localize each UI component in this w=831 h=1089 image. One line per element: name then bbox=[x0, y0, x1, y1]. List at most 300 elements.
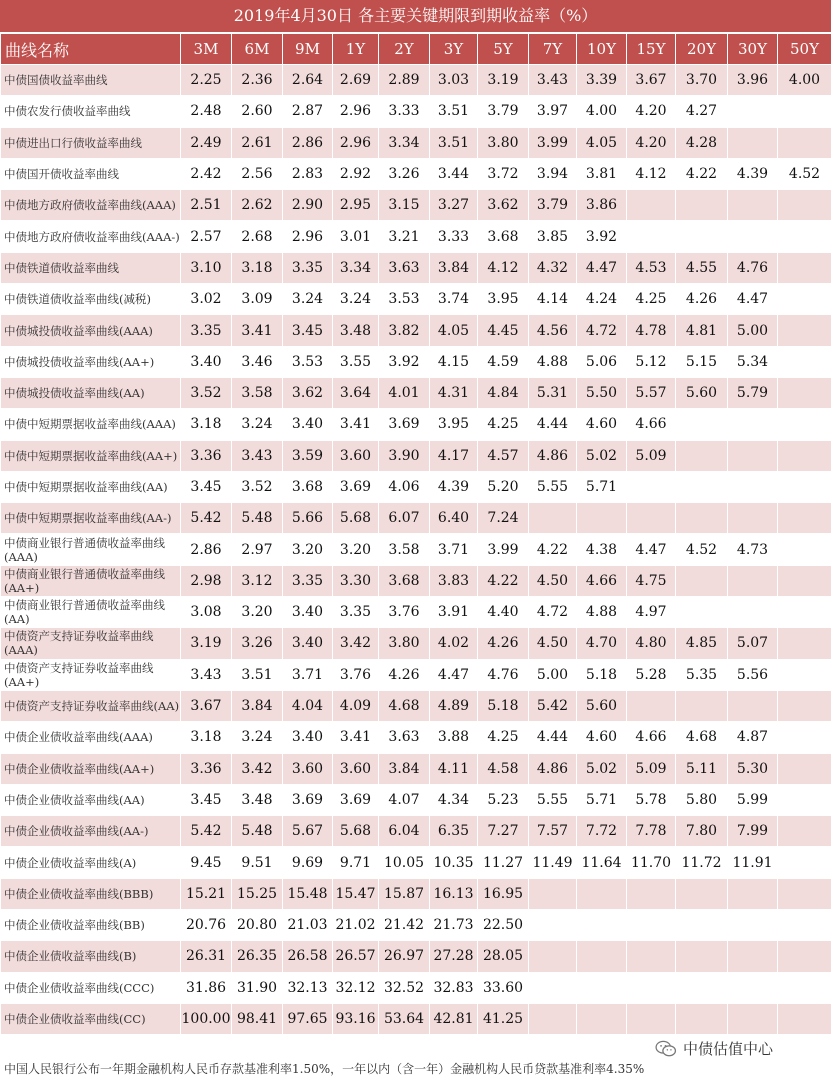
table-row bbox=[1, 503, 831, 534]
yield-cell: 3.76 bbox=[333, 659, 379, 690]
yield-cell bbox=[778, 659, 831, 690]
yield-cell: 5.11 bbox=[676, 753, 728, 784]
yield-cell bbox=[778, 221, 831, 252]
yield-cell: 3.08 bbox=[181, 597, 232, 628]
yield-cell: 3.96 bbox=[728, 65, 778, 96]
yield-cell bbox=[778, 409, 831, 440]
yield-cell: 4.57 bbox=[478, 440, 529, 471]
table-row bbox=[1, 315, 831, 346]
yield-cell: 4.09 bbox=[333, 690, 379, 721]
yield-cell: 3.42 bbox=[232, 753, 283, 784]
yield-cell: 3.85 bbox=[529, 221, 577, 252]
yield-cell: 5.48 bbox=[232, 816, 283, 847]
yield-cell: 4.47 bbox=[577, 252, 627, 283]
yield-cell: 3.33 bbox=[379, 96, 430, 127]
yield-cell: 3.90 bbox=[379, 440, 430, 471]
yield-cell: 28.05 bbox=[478, 941, 529, 972]
header-row bbox=[1, 34, 831, 65]
yield-cell: 5.00 bbox=[728, 315, 778, 346]
table-row bbox=[1, 878, 831, 909]
yield-cell: 15.47 bbox=[333, 878, 379, 909]
yield-cell: 4.28 bbox=[676, 127, 728, 158]
yield-cell: 2.92 bbox=[333, 158, 379, 189]
yield-cell: 4.39 bbox=[430, 471, 478, 502]
curve-name-cell: 中债国开债收益率曲线 bbox=[1, 158, 181, 189]
yield-cell: 4.12 bbox=[627, 158, 676, 189]
yield-cell: 7.80 bbox=[676, 816, 728, 847]
yield-cell: 5.20 bbox=[478, 471, 529, 502]
curve-name-cell: 中债国债收益率曲线 bbox=[1, 65, 181, 96]
yield-cell: 4.81 bbox=[676, 315, 728, 346]
yield-cell: 3.18 bbox=[181, 409, 232, 440]
yield-cell bbox=[778, 315, 831, 346]
yield-cell: 4.75 bbox=[627, 565, 676, 596]
yield-cell: 5.66 bbox=[283, 503, 333, 534]
yield-cell: 5.60 bbox=[676, 377, 728, 408]
yield-cell: 3.88 bbox=[430, 722, 478, 753]
yield-cell: 3.45 bbox=[181, 471, 232, 502]
yield-cell: 3.58 bbox=[379, 534, 430, 565]
yield-cell: 5.18 bbox=[478, 690, 529, 721]
yield-cell: 2.60 bbox=[232, 96, 283, 127]
yield-cell bbox=[778, 972, 831, 1003]
yield-cell: 3.27 bbox=[430, 190, 478, 221]
table-row bbox=[1, 565, 831, 596]
yield-cell: 3.69 bbox=[333, 471, 379, 502]
yield-cell: 4.66 bbox=[627, 722, 676, 753]
yield-cell: 4.44 bbox=[529, 409, 577, 440]
yield-cell bbox=[778, 878, 831, 909]
column-header: 30Y bbox=[728, 34, 778, 65]
yield-cell bbox=[529, 878, 577, 909]
yield-cell: 4.00 bbox=[778, 65, 831, 96]
yield-cell: 4.47 bbox=[728, 284, 778, 315]
yield-cell: 3.40 bbox=[283, 597, 333, 628]
table-row bbox=[1, 659, 831, 690]
table-row bbox=[1, 972, 831, 1003]
yield-cell: 4.22 bbox=[478, 565, 529, 596]
yield-cell: 3.48 bbox=[333, 315, 379, 346]
yield-cell: 4.47 bbox=[430, 659, 478, 690]
yield-cell: 3.55 bbox=[333, 346, 379, 377]
yield-cell: 4.31 bbox=[430, 377, 478, 408]
yield-cell: 4.59 bbox=[478, 346, 529, 377]
yield-cell bbox=[676, 1003, 728, 1034]
yield-cell: 4.73 bbox=[728, 534, 778, 565]
yield-cell: 3.84 bbox=[379, 753, 430, 784]
yield-cell: 3.26 bbox=[379, 158, 430, 189]
yield-cell: 41.25 bbox=[478, 1003, 529, 1034]
yield-cell bbox=[627, 878, 676, 909]
yield-cell: 26.57 bbox=[333, 941, 379, 972]
yield-cell: 3.51 bbox=[430, 127, 478, 158]
yield-cell: 4.25 bbox=[478, 409, 529, 440]
yield-cell: 3.36 bbox=[181, 753, 232, 784]
yield-cell bbox=[529, 941, 577, 972]
yield-cell: 21.03 bbox=[283, 910, 333, 941]
table-row bbox=[1, 753, 831, 784]
yield-cell: 6.07 bbox=[379, 503, 430, 534]
yield-cell: 3.99 bbox=[529, 127, 577, 158]
curve-name-cell: 中债中短期票据收益率曲线(AAA) bbox=[1, 409, 181, 440]
yield-cell: 2.48 bbox=[181, 96, 232, 127]
curve-name-cell: 中债企业债收益率曲线(BB) bbox=[1, 910, 181, 941]
yield-cell: 3.39 bbox=[577, 65, 627, 96]
yield-cell: 3.40 bbox=[283, 409, 333, 440]
yield-cell: 3.18 bbox=[181, 722, 232, 753]
yield-cell: 2.98 bbox=[181, 565, 232, 596]
yield-cell bbox=[627, 503, 676, 534]
yield-cell: 2.57 bbox=[181, 221, 232, 252]
yield-cell: 3.71 bbox=[283, 659, 333, 690]
yield-cell: 5.09 bbox=[627, 753, 676, 784]
yield-cell: 4.50 bbox=[529, 628, 577, 659]
yield-cell: 4.72 bbox=[577, 315, 627, 346]
yield-cell: 5.30 bbox=[728, 753, 778, 784]
yield-cell: 5.35 bbox=[676, 659, 728, 690]
yield-cell: 3.40 bbox=[283, 722, 333, 753]
yield-cell: 2.69 bbox=[333, 65, 379, 96]
yield-cell: 3.36 bbox=[181, 440, 232, 471]
table-row bbox=[1, 377, 831, 408]
yield-cell: 3.99 bbox=[478, 534, 529, 565]
yield-cell: 100.00 bbox=[181, 1003, 232, 1034]
curve-name-cell: 中债城投债收益率曲线(AAA) bbox=[1, 315, 181, 346]
yield-cell bbox=[778, 565, 831, 596]
yield-cell: 5.67 bbox=[283, 816, 333, 847]
yield-cell: 3.09 bbox=[232, 284, 283, 315]
yield-cell: 7.78 bbox=[627, 816, 676, 847]
yield-cell bbox=[778, 910, 831, 941]
yield-cell: 4.22 bbox=[676, 158, 728, 189]
yield-cell: 26.58 bbox=[283, 941, 333, 972]
yield-cell: 5.99 bbox=[728, 784, 778, 815]
yield-cell: 9.71 bbox=[333, 847, 379, 878]
yield-cell: 5.07 bbox=[728, 628, 778, 659]
yield-cell: 3.24 bbox=[232, 722, 283, 753]
yield-cell: 42.81 bbox=[430, 1003, 478, 1034]
yield-cell: 4.84 bbox=[478, 377, 529, 408]
curve-name-cell: 中债铁道债收益率曲线(减税) bbox=[1, 284, 181, 315]
yield-cell: 6.40 bbox=[430, 503, 478, 534]
yield-cell: 3.67 bbox=[181, 690, 232, 721]
yield-cell: 3.41 bbox=[333, 409, 379, 440]
yield-cell: 2.62 bbox=[232, 190, 283, 221]
yield-cell: 3.86 bbox=[577, 190, 627, 221]
yield-cell: 4.27 bbox=[676, 96, 728, 127]
yield-cell: 4.97 bbox=[627, 597, 676, 628]
yield-cell: 31.90 bbox=[232, 972, 283, 1003]
yield-cell: 4.00 bbox=[577, 96, 627, 127]
yield-cell bbox=[676, 440, 728, 471]
yield-cell: 5.09 bbox=[627, 440, 676, 471]
yield-cell: 2.86 bbox=[283, 127, 333, 158]
yield-cell: 5.31 bbox=[529, 377, 577, 408]
yield-cell: 3.44 bbox=[430, 158, 478, 189]
yield-cell: 3.82 bbox=[379, 315, 430, 346]
yield-cell bbox=[778, 471, 831, 502]
table-row bbox=[1, 471, 831, 502]
curve-name-cell: 中债企业债收益率曲线(B) bbox=[1, 941, 181, 972]
yield-cell: 4.22 bbox=[529, 534, 577, 565]
table-row bbox=[1, 690, 831, 721]
yield-cell: 4.40 bbox=[478, 597, 529, 628]
curve-name-cell: 中债企业债收益率曲线(AAA) bbox=[1, 722, 181, 753]
table-row bbox=[1, 346, 831, 377]
yield-cell bbox=[728, 565, 778, 596]
yield-cell: 5.28 bbox=[627, 659, 676, 690]
yield-cell: 3.01 bbox=[333, 221, 379, 252]
yield-cell: 3.24 bbox=[283, 284, 333, 315]
yield-cell bbox=[728, 503, 778, 534]
yield-cell: 3.79 bbox=[529, 190, 577, 221]
yield-cell bbox=[778, 127, 831, 158]
yield-cell: 3.43 bbox=[181, 659, 232, 690]
curve-name-cell: 中债中短期票据收益率曲线(AA) bbox=[1, 471, 181, 502]
yield-cell: 9.45 bbox=[181, 847, 232, 878]
yield-cell bbox=[529, 503, 577, 534]
yield-cell: 3.69 bbox=[333, 784, 379, 815]
yield-cell: 4.26 bbox=[379, 659, 430, 690]
yield-cell: 15.48 bbox=[283, 878, 333, 909]
yield-cell: 4.45 bbox=[478, 315, 529, 346]
table-row bbox=[1, 722, 831, 753]
yield-cell: 3.02 bbox=[181, 284, 232, 315]
curve-name-cell: 中债商业银行普通债收益率曲线(AA) bbox=[1, 597, 181, 628]
yield-cell: 3.53 bbox=[379, 284, 430, 315]
yield-cell bbox=[778, 690, 831, 721]
yield-cell: 53.64 bbox=[379, 1003, 430, 1034]
table-row bbox=[1, 440, 831, 471]
yield-cell: 2.25 bbox=[181, 65, 232, 96]
yield-cell: 3.46 bbox=[232, 346, 283, 377]
yield-cell: 5.56 bbox=[728, 659, 778, 690]
table-row bbox=[1, 65, 831, 96]
curve-name-cell: 中债企业债收益率曲线(AA) bbox=[1, 784, 181, 815]
yield-cell: 5.79 bbox=[728, 377, 778, 408]
yield-cell: 3.67 bbox=[627, 65, 676, 96]
yield-cell: 3.60 bbox=[333, 753, 379, 784]
yield-cell: 2.51 bbox=[181, 190, 232, 221]
yield-cell: 5.18 bbox=[577, 659, 627, 690]
yield-cell: 2.96 bbox=[333, 127, 379, 158]
yield-cell: 3.20 bbox=[333, 534, 379, 565]
yield-cell: 3.68 bbox=[283, 471, 333, 502]
yield-cell: 3.81 bbox=[577, 158, 627, 189]
column-header: 9M bbox=[283, 34, 333, 65]
yield-cell: 3.10 bbox=[181, 252, 232, 283]
yield-cell: 2.68 bbox=[232, 221, 283, 252]
table-row bbox=[1, 284, 831, 315]
yield-cell: 32.12 bbox=[333, 972, 379, 1003]
yield-cell: 4.26 bbox=[676, 284, 728, 315]
yield-cell bbox=[577, 972, 627, 1003]
yield-cell: 3.26 bbox=[232, 628, 283, 659]
yield-cell: 97.65 bbox=[283, 1003, 333, 1034]
yield-cell: 4.52 bbox=[778, 158, 831, 189]
yield-cell bbox=[778, 440, 831, 471]
yield-cell: 3.58 bbox=[232, 377, 283, 408]
yield-cell bbox=[627, 1003, 676, 1034]
yield-cell bbox=[627, 941, 676, 972]
table-row bbox=[1, 221, 831, 252]
yield-cell: 3.21 bbox=[379, 221, 430, 252]
yield-cell: 2.87 bbox=[283, 96, 333, 127]
yield-cell: 4.72 bbox=[529, 597, 577, 628]
yield-cell: 2.96 bbox=[333, 96, 379, 127]
yield-cell: 3.60 bbox=[283, 753, 333, 784]
yield-cell bbox=[676, 597, 728, 628]
yield-cell: 3.68 bbox=[478, 221, 529, 252]
yield-cell bbox=[728, 878, 778, 909]
yield-cell: 3.42 bbox=[333, 628, 379, 659]
yield-cell bbox=[676, 910, 728, 941]
yield-cell: 4.25 bbox=[627, 284, 676, 315]
yield-cell: 2.86 bbox=[181, 534, 232, 565]
yield-cell bbox=[529, 1003, 577, 1034]
yield-cell bbox=[778, 722, 831, 753]
yield-cell: 3.18 bbox=[232, 252, 283, 283]
yield-cell bbox=[728, 597, 778, 628]
yield-cell: 4.05 bbox=[430, 315, 478, 346]
yield-cell: 22.50 bbox=[478, 910, 529, 941]
yield-cell: 5.55 bbox=[529, 784, 577, 815]
curve-name-cell: 中债城投债收益率曲线(AA) bbox=[1, 377, 181, 408]
yield-cell: 4.15 bbox=[430, 346, 478, 377]
yield-cell: 3.63 bbox=[379, 252, 430, 283]
yield-cell: 3.63 bbox=[379, 722, 430, 753]
yield-cell: 4.14 bbox=[529, 284, 577, 315]
yield-cell bbox=[728, 96, 778, 127]
yield-cell: 11.72 bbox=[676, 847, 728, 878]
yield-cell bbox=[778, 252, 831, 283]
yield-cell: 3.40 bbox=[181, 346, 232, 377]
yield-cell: 3.83 bbox=[430, 565, 478, 596]
yield-cell: 3.34 bbox=[379, 127, 430, 158]
yield-cell: 4.70 bbox=[577, 628, 627, 659]
yield-cell: 3.43 bbox=[529, 65, 577, 96]
yield-cell: 4.47 bbox=[627, 534, 676, 565]
yield-cell: 3.41 bbox=[333, 722, 379, 753]
yield-cell: 3.71 bbox=[430, 534, 478, 565]
yield-cell: 3.51 bbox=[232, 659, 283, 690]
yield-cell: 5.15 bbox=[676, 346, 728, 377]
table-row bbox=[1, 534, 831, 565]
yield-cell: 5.42 bbox=[529, 690, 577, 721]
yield-cell bbox=[728, 221, 778, 252]
yield-cell: 3.84 bbox=[232, 690, 283, 721]
yield-cell bbox=[627, 972, 676, 1003]
yield-cell: 11.64 bbox=[577, 847, 627, 878]
yield-cell: 4.07 bbox=[379, 784, 430, 815]
yield-cell bbox=[778, 941, 831, 972]
yield-cell: 4.17 bbox=[430, 440, 478, 471]
yield-cell bbox=[676, 972, 728, 1003]
yield-cell: 3.97 bbox=[529, 96, 577, 127]
yield-cell: 4.01 bbox=[379, 377, 430, 408]
yield-cell bbox=[728, 910, 778, 941]
yield-cell bbox=[778, 597, 831, 628]
yield-cell bbox=[728, 972, 778, 1003]
yield-cell: 4.32 bbox=[529, 252, 577, 283]
yield-cell bbox=[676, 941, 728, 972]
yield-cell bbox=[577, 910, 627, 941]
yield-cell bbox=[676, 190, 728, 221]
yield-cell: 5.42 bbox=[181, 503, 232, 534]
yield-cell: 3.15 bbox=[379, 190, 430, 221]
yield-cell: 3.35 bbox=[283, 565, 333, 596]
yield-cell: 3.41 bbox=[232, 315, 283, 346]
yield-cell bbox=[778, 628, 831, 659]
yield-cell: 5.00 bbox=[529, 659, 577, 690]
curve-name-cell: 中债中短期票据收益率曲线(AA-) bbox=[1, 503, 181, 534]
yield-cell: 5.50 bbox=[577, 377, 627, 408]
yield-cell bbox=[728, 471, 778, 502]
yield-cell: 3.34 bbox=[333, 252, 379, 283]
column-header: 50Y bbox=[778, 34, 831, 65]
yield-cell: 3.62 bbox=[478, 190, 529, 221]
yield-cell: 5.71 bbox=[577, 471, 627, 502]
yield-cell: 2.56 bbox=[232, 158, 283, 189]
yield-cell: 3.20 bbox=[232, 597, 283, 628]
yield-cell bbox=[529, 910, 577, 941]
yield-cell bbox=[728, 690, 778, 721]
yield-cell: 4.11 bbox=[430, 753, 478, 784]
yield-cell bbox=[577, 503, 627, 534]
column-header: 5Y bbox=[478, 34, 529, 65]
yield-cell: 4.68 bbox=[676, 722, 728, 753]
yield-cell: 4.38 bbox=[577, 534, 627, 565]
table-row bbox=[1, 1003, 831, 1034]
yield-cell: 4.89 bbox=[430, 690, 478, 721]
yield-cell: 3.19 bbox=[478, 65, 529, 96]
yield-cell bbox=[728, 127, 778, 158]
yield-cell bbox=[577, 941, 627, 972]
column-header-name: 曲线名称 bbox=[1, 34, 181, 65]
yield-cell: 3.79 bbox=[478, 96, 529, 127]
yield-cell: 3.91 bbox=[430, 597, 478, 628]
curve-name-cell: 中债企业债收益率曲线(AA-) bbox=[1, 816, 181, 847]
yield-cell: 3.64 bbox=[333, 377, 379, 408]
yield-cell: 4.76 bbox=[728, 252, 778, 283]
yield-cell: 2.97 bbox=[232, 534, 283, 565]
curve-name-cell: 中债城投债收益率曲线(AA+) bbox=[1, 346, 181, 377]
yield-cell: 4.04 bbox=[283, 690, 333, 721]
yield-cell bbox=[627, 910, 676, 941]
yield-cell: 9.69 bbox=[283, 847, 333, 878]
column-header: 10Y bbox=[577, 34, 627, 65]
yield-cell bbox=[728, 440, 778, 471]
yield-cell: 3.03 bbox=[430, 65, 478, 96]
curve-name-cell: 中债资产支持证券收益率曲线(AAA) bbox=[1, 628, 181, 659]
yield-cell: 4.06 bbox=[379, 471, 430, 502]
yield-cell: 3.52 bbox=[181, 377, 232, 408]
yield-cell: 7.99 bbox=[728, 816, 778, 847]
yield-cell bbox=[778, 346, 831, 377]
yield-cell bbox=[728, 409, 778, 440]
yield-cell bbox=[778, 503, 831, 534]
yield-cell: 5.12 bbox=[627, 346, 676, 377]
yield-cell: 3.30 bbox=[333, 565, 379, 596]
yield-cell bbox=[778, 1003, 831, 1034]
yield-cell: 20.80 bbox=[232, 910, 283, 941]
yield-cell: 4.25 bbox=[478, 722, 529, 753]
yield-cell bbox=[627, 221, 676, 252]
yield-cell: 7.72 bbox=[577, 816, 627, 847]
yield-cell: 5.57 bbox=[627, 377, 676, 408]
yield-cell: 4.76 bbox=[478, 659, 529, 690]
yield-cell: 4.50 bbox=[529, 565, 577, 596]
